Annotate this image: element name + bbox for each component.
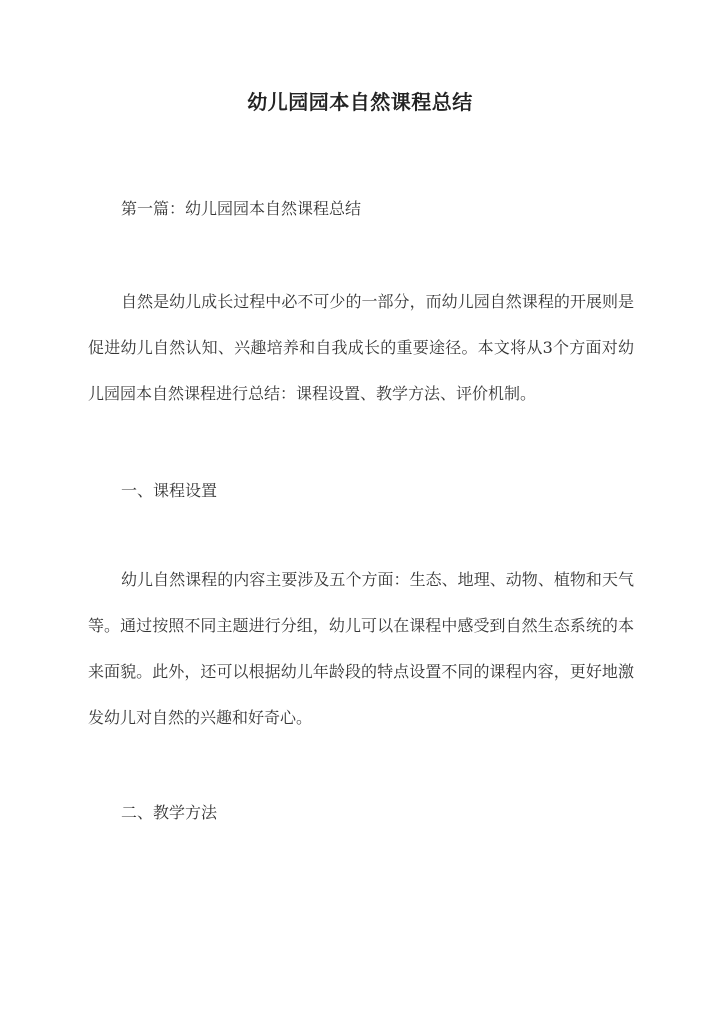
intro-paragraph: 自然是幼儿成长过程中必不可少的一部分，而幼儿园自然课程的开展则是促进幼儿自然认知、兴趣培养和自我成长的重要途径。本文将从3个方面对幼儿园园本自然课程进行总结：课程设置、教学方法、评价机制。 <box>88 292 634 403</box>
document-title: 幼儿园园本自然课程总结 <box>247 90 473 114</box>
section-heading-teaching-methods: 二、教学方法 <box>121 803 218 822</box>
section-heading-course-setup: 一、课程设置 <box>121 481 218 500</box>
part-heading: 第一篇：幼儿园园本自然课程总结 <box>121 199 362 218</box>
section-paragraph-course-setup: 幼儿自然课程的内容主要涉及五个方面：生态、地理、动物、植物和天气等。通过按照不同主题进行分组，幼儿可以在课程中感受到自然生态系统的本来面貌。此外，还可以根据幼儿年龄段的特点设置不同的课程内容，更好地激发幼儿对自然的兴趣和好奇心。 <box>88 570 634 727</box>
